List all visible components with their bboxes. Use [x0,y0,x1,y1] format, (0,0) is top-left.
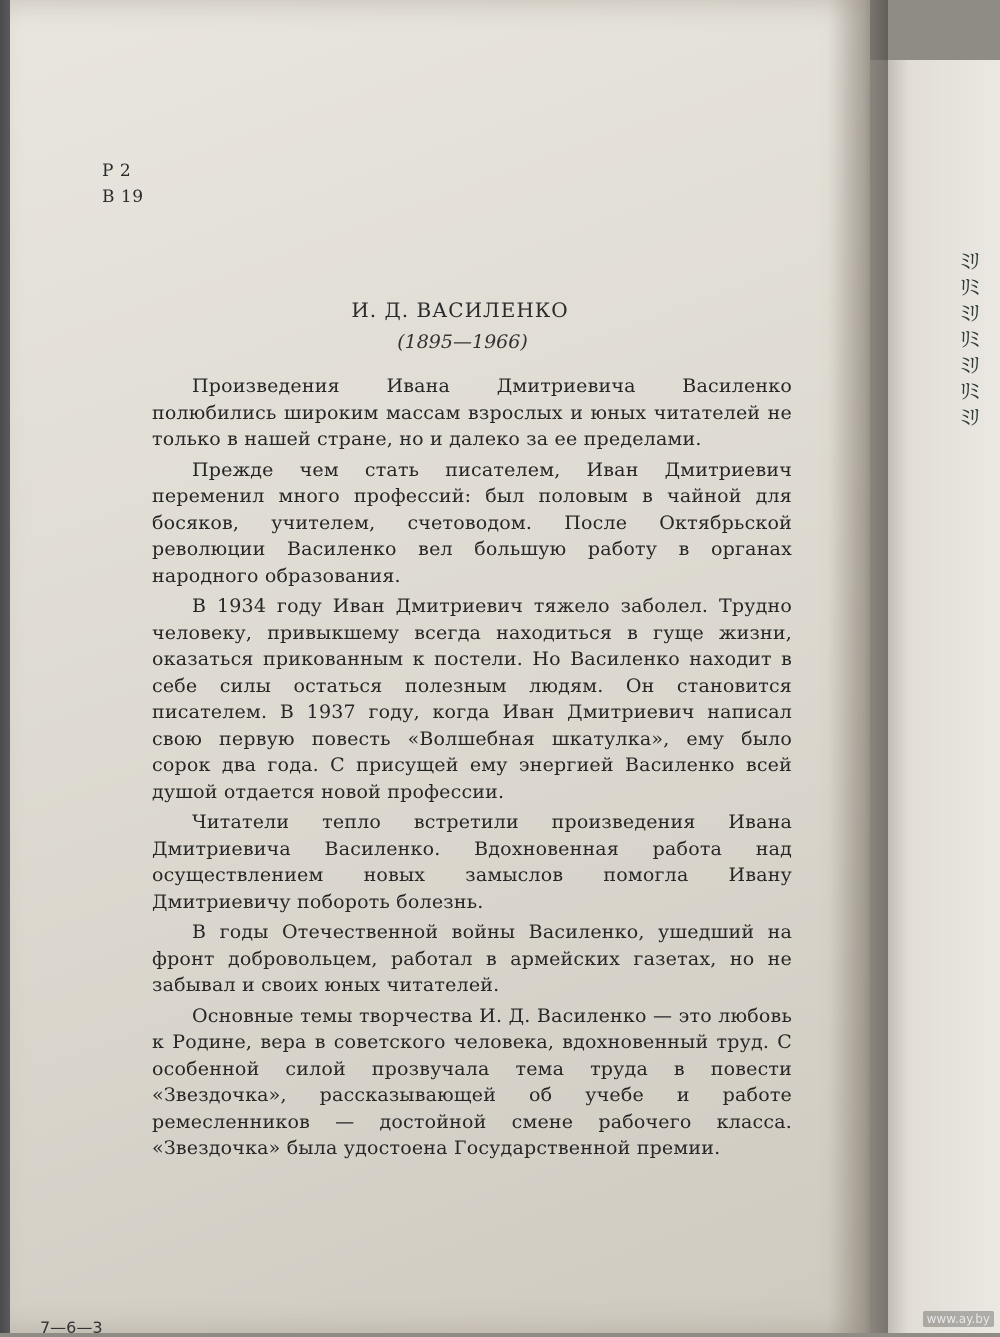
library-code-2: В 19 [102,187,144,207]
facing-page-illustration: ﾐﾘ ﾘﾐ ﾐﾘ ﾘﾐ ﾐﾘ ﾘﾐ ﾐﾘ [960,250,979,431]
paragraph-6: Основные темы творчества И. Д. Василенко — это любовь к Родине, вера в советского человека, вдохновенный труд. С особенной силой прозвучала тема труда в повести «Звездочка», рассказывающей об учебе и работе ремесленников — достойной смене рабочего класса. «Звездочка» была удостоена Государственной премии. [152,1004,792,1159]
author-years: (1895—1966) [397,331,528,353]
paragraph-2: Прежде чем стать писателем, Иван Дмитриевич переменил много профессий: был половым в чайной для босяков, учителем, счетоводом. После Октябрьской революции Василенко вел большую работу в органах народного образования. [152,458,792,587]
paragraph-1: Произведения Ивана Дмитриевича Василенко полюбились широким массам взрослых и юных читателей не только в нашей стране, но и далеко за ее пределами. [152,375,792,450]
library-code-1: Р 2 [102,161,132,181]
paragraph-3: В 1934 году Иван Дмитриевич тяжело заболел. Трудно человеку, привыкшему всегда находиться в гуще жизни, оказаться прикованным к постели. Но Василенко находит в себе силы остаться полезным людям. Он становится писателем. В 1937 году, когда Иван Дмитриевич написал свою первую повесть «Волшебная шкатулка», ему было сорок два года. С присущей ему энергией Василенко всей душой отдается новой профессии. [152,595,792,803]
book-page [10,0,870,1337]
watermark: www.ay.by [923,1311,994,1327]
page-curl-shadow [828,0,888,1333]
author-name: И. Д. ВАСИЛЕНКО [351,298,569,322]
author-heading [10,298,910,322]
footer-mark: 7—6—3 [40,1318,103,1337]
paragraph-4: Читатели тепло встретили произведения Ивана Дмитриевича Василенко. Вдохновенная работа над осуществлением новых замыслов помогла Ивану Дмитриевичу побороть болезнь. [152,811,792,913]
paragraph-5: В годы Отечественной войны Василенко, ушедший на фронт добровольцем, работал в армейских газетах, но не забывал и своих юных читателей. [152,921,792,996]
biography-text [152,373,792,1166]
